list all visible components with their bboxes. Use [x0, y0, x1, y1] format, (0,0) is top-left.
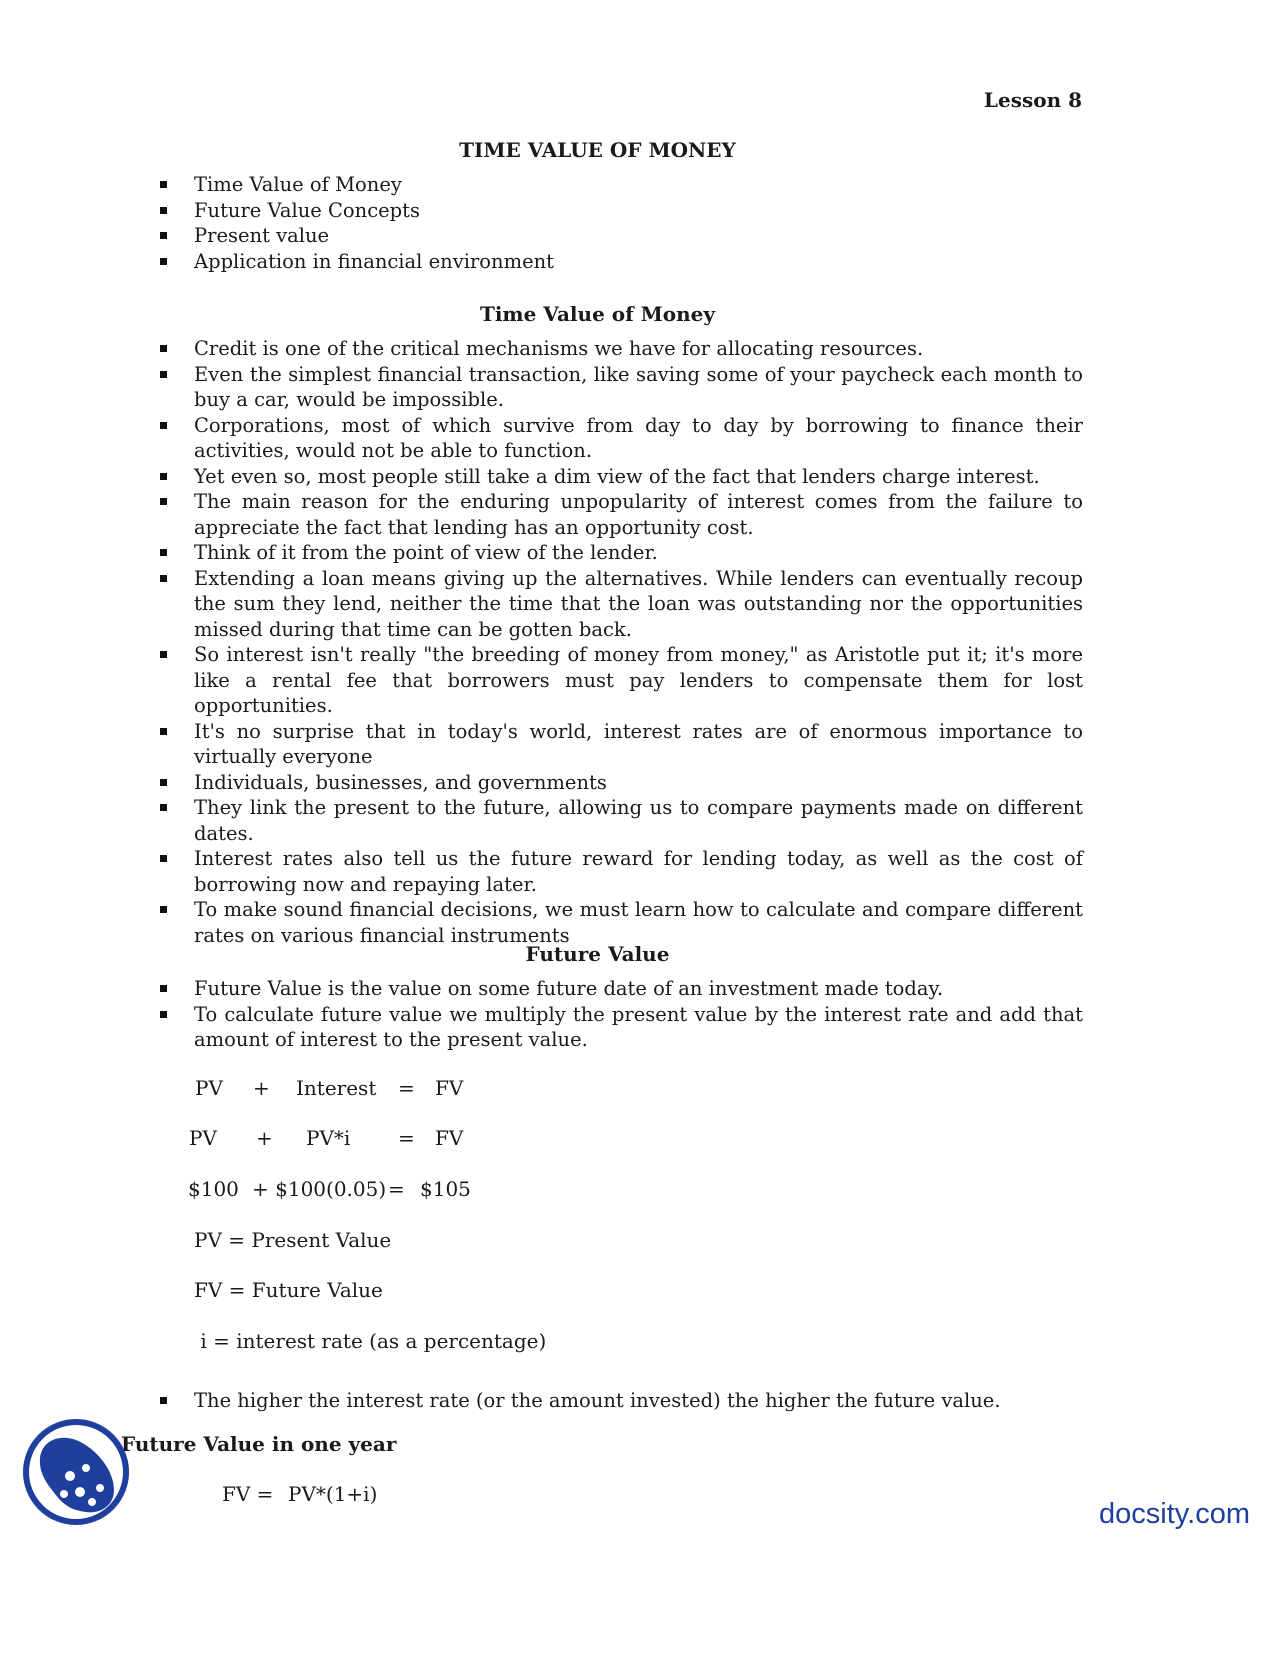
eq-equals: = — [398, 1076, 415, 1100]
definition-pv: PV = Present Value — [194, 1228, 392, 1252]
eq-term: Interest — [296, 1076, 377, 1100]
eq-operator: + — [253, 1076, 270, 1100]
section-heading-fv-one-year: Future Value in one year — [121, 1432, 397, 1456]
list-item: Present value — [158, 223, 1083, 249]
list-item: So interest isn't really "the breeding of money from money," as Aristotle put it; it's more like a rental fee that borrowers must pay lenders to compensate them for lost opportunities. — [158, 642, 1083, 719]
list-item: Even the simplest financial transaction, like saving some of your paycheck each month to buy a car, would be impossible. — [158, 362, 1083, 413]
list-item: Future Value is the value on some future date of an investment made today. — [158, 976, 1083, 1002]
fv-closing-list — [158, 1388, 1083, 1414]
docsity-logo-icon — [22, 1418, 130, 1526]
eq-equals: = — [398, 1126, 415, 1150]
list-item: They link the present to the future, allowing us to compare payments made on different dates. — [158, 795, 1083, 846]
definition-i: i = interest rate (as a percentage) — [194, 1329, 547, 1353]
eq-term: $100 — [188, 1177, 239, 1201]
list-item: The higher the interest rate (or the amount invested) the higher the future value. — [158, 1388, 1083, 1414]
list-item: Credit is one of the critical mechanisms we have for allocating resources. — [158, 336, 1083, 362]
page-title: TIME VALUE OF MONEY — [459, 138, 736, 162]
fv-bullet-list — [158, 976, 1083, 1053]
eq-term: + $100(0.05) — [252, 1177, 387, 1201]
section-heading-fv: Future Value — [525, 942, 670, 966]
eq-result: FV — [435, 1126, 464, 1150]
equation-3 — [0, 1177, 500, 1203]
list-item: To calculate future value we multiply the present value by the interest rate and add that amount of interest to the present value. — [158, 1002, 1083, 1053]
list-item: To make sound financial decisions, we must learn how to calculate and compare different rates on various financial instruments — [158, 897, 1083, 948]
eq-result: FV — [435, 1076, 464, 1100]
outline-list — [158, 172, 1083, 274]
eq-operator: + — [256, 1126, 273, 1150]
formula-rhs: PV*(1+i) — [288, 1482, 378, 1506]
eq-equals: = — [388, 1177, 405, 1201]
list-item: Yet even so, most people still take a dim view of the fact that lenders charge interest. — [158, 464, 1083, 490]
list-item: Time Value of Money — [158, 172, 1083, 198]
list-item: Interest rates also tell us the future reward for lending today, as well as the cost of borrowing now and repaying later. — [158, 846, 1083, 897]
list-item: Extending a loan means giving up the alternatives. While lenders can eventually recoup the sum they lend, neither the time that the loan was outstanding nor the opportunities missed during that time can be gotten back. — [158, 566, 1083, 643]
section-heading-tvm: Time Value of Money — [479, 302, 716, 326]
list-item: It's no surprise that in today's world, interest rates are of enormous importance to virtually everyone — [158, 719, 1083, 770]
list-item: Individuals, businesses, and governments — [158, 770, 1083, 796]
docsity-brand-link[interactable]: docsity.com — [1099, 1498, 1250, 1530]
list-item: Corporations, most of which survive from day to day by borrowing to finance their activities, would not be able to function. — [158, 413, 1083, 464]
definition-fv: FV = Future Value — [194, 1278, 383, 1302]
equation-1 — [0, 1076, 500, 1102]
list-item: The main reason for the enduring unpopularity of interest comes from the failure to appreciate the fact that lending has an opportunity cost. — [158, 489, 1083, 540]
list-item: Future Value Concepts — [158, 198, 1083, 224]
list-item: Think of it from the point of view of the lender. — [158, 540, 1083, 566]
eq-term: PV*i — [306, 1126, 351, 1150]
formula-lhs: FV = — [222, 1482, 274, 1506]
equation-2 — [0, 1126, 500, 1152]
lesson-label: Lesson 8 — [983, 88, 1082, 112]
eq-result: $105 — [420, 1177, 471, 1201]
eq-term: PV — [189, 1126, 217, 1150]
eq-term: PV — [195, 1076, 223, 1100]
list-item: Application in financial environment — [158, 249, 1083, 275]
tvm-bullet-list — [158, 336, 1083, 948]
